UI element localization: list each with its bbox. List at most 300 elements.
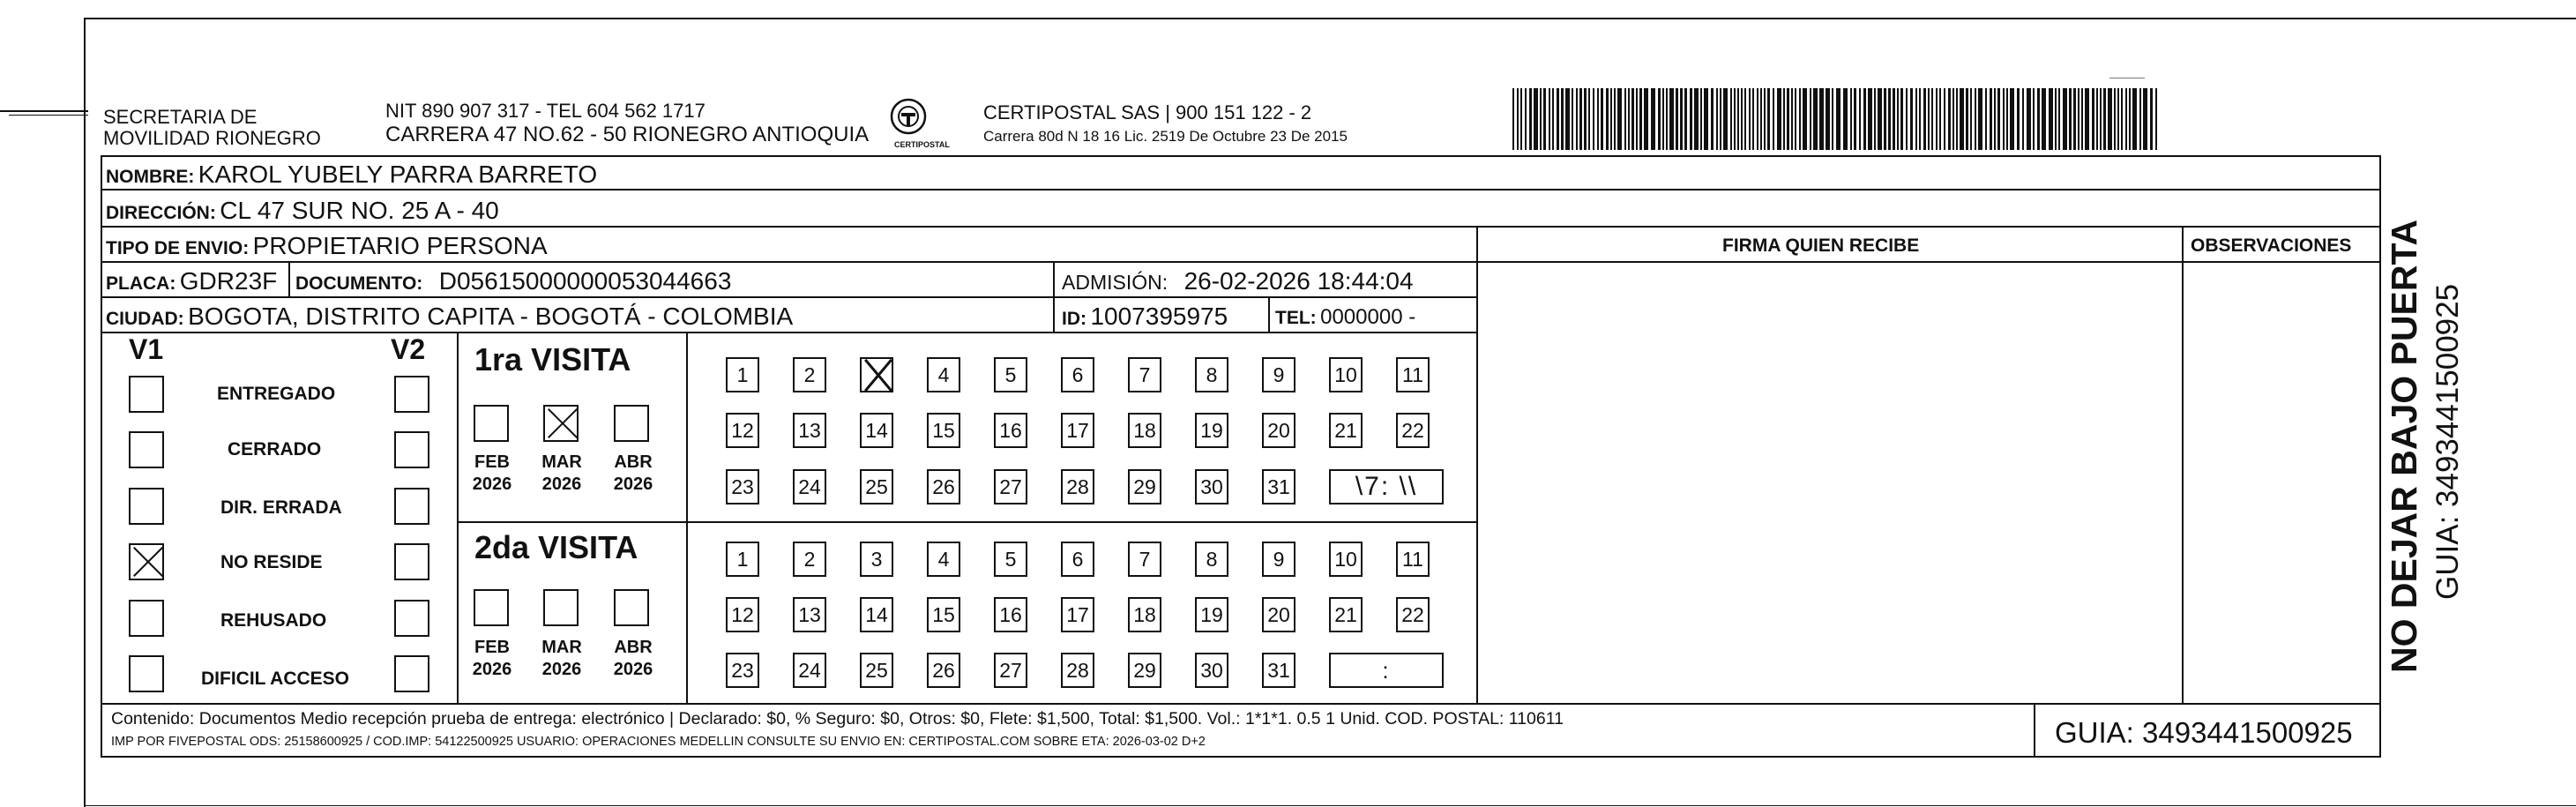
- barcode-bar: [1540, 88, 1542, 150]
- sender-line-1: SECRETARIA DE: [103, 106, 258, 128]
- h-line-3: [101, 261, 2381, 263]
- barcode-bar: [1601, 88, 1603, 150]
- barcode-bar: [1512, 88, 1514, 150]
- barcode-bar: [1994, 88, 1996, 150]
- visit-2-day-19[interactable]: 19: [1195, 597, 1228, 632]
- document-label: DOCUMENTO:: [295, 273, 423, 294]
- status-option-2: DIR. ERRADA: [220, 497, 342, 518]
- h-line-4: [101, 296, 1476, 298]
- barcode-bar: [1749, 88, 1751, 150]
- type-label: TIPO DE ENVIO:: [106, 238, 250, 258]
- visit-2-day-26[interactable]: 26: [927, 653, 960, 688]
- barcode-bar: [1931, 88, 1933, 150]
- visit-2-day-15[interactable]: 15: [927, 597, 960, 632]
- barcode-bar: [1666, 88, 1668, 150]
- barcode-bar: [1669, 88, 1674, 150]
- barcode-bar: [1694, 88, 1699, 150]
- visit-2-day-25[interactable]: 25: [860, 653, 893, 688]
- side-guia: GUIA: 3493441500925: [2430, 283, 2465, 600]
- address-label: DIRECCIÓN:: [106, 203, 216, 223]
- barcode-bar: [1557, 88, 1559, 150]
- barcode-bar: [1783, 88, 1785, 150]
- barcode-bar: [1572, 88, 1573, 150]
- barcode-bar: [1975, 88, 1976, 150]
- status-option-3: NO RESIDE: [220, 552, 323, 572]
- visit-2-month-0[interactable]: [474, 589, 509, 626]
- barcode-bar: [2055, 88, 2057, 150]
- barcode-bar: [1741, 88, 1743, 150]
- visit-1-day-22[interactable]: 22: [1396, 413, 1430, 448]
- barcode-bar: [1990, 88, 1992, 150]
- sender-line-2: MOVILIDAD RIONEGRO: [103, 127, 321, 149]
- barcode-bar: [1639, 88, 1642, 150]
- barcode-bar: [2096, 88, 2098, 150]
- barcode-bar: [1953, 88, 1954, 150]
- barcode-bar: [1684, 88, 1687, 150]
- h-line-1: [101, 189, 2381, 191]
- outer-frame-left: [84, 18, 86, 807]
- visit-1-day-9[interactable]: 9: [1262, 357, 1295, 392]
- barcode-bar: [2042, 88, 2046, 150]
- visit-2-day-28[interactable]: 28: [1061, 653, 1094, 688]
- logo-text: CERTIPOSTAL: [894, 140, 950, 149]
- v2-checkbox-5[interactable]: [394, 655, 429, 692]
- barcode-bar: [1810, 88, 1811, 150]
- v-line-guia: [2034, 703, 2035, 758]
- h-line-footer: [101, 703, 2381, 705]
- barcode-bar: [1960, 88, 1964, 150]
- barcode-bar: [1529, 88, 1532, 150]
- barcode-bar: [1734, 88, 1736, 150]
- barcode-bar: [1919, 88, 1921, 150]
- visit-2-day-22[interactable]: 22: [1396, 597, 1430, 632]
- barcode-bar: [1744, 88, 1746, 150]
- visit-1-month-label-1: MAR 2026: [541, 452, 582, 494]
- name-label: NOMBRE:: [106, 167, 195, 187]
- visit-1-day-26[interactable]: 26: [927, 469, 960, 504]
- visit-2-day-27[interactable]: 27: [994, 653, 1027, 688]
- signature-header: FIRMA QUIEN RECIBE: [1722, 235, 1920, 256]
- barcode-icon: [1512, 88, 2161, 150]
- barcode-bar: [1764, 88, 1766, 150]
- barcode-bar: [2139, 88, 2141, 150]
- visit-2-day-5[interactable]: 5: [994, 542, 1027, 577]
- side-warning: NO DEJAR BAJO PUERTA: [2384, 219, 2424, 673]
- recipient-address: CL 47 SUR NO. 25 A - 40: [220, 197, 499, 224]
- barcode-bar: [1888, 88, 1891, 150]
- id-row: [1062, 304, 1228, 329]
- barcode-bar: [2121, 88, 2123, 150]
- admission-label: ADMISIÓN:: [1062, 271, 1169, 294]
- visit-1-day-7[interactable]: 7: [1128, 357, 1161, 392]
- barcode-bar: [2063, 88, 2067, 150]
- barcode-bar: [1711, 88, 1714, 150]
- barcode-bar: [1576, 88, 1578, 150]
- visit-1-title: 1ra VISITA: [474, 341, 631, 377]
- visit-2-day-2[interactable]: 2: [793, 542, 826, 577]
- cut-mark: [0, 110, 88, 112]
- barcode-bar: [1948, 88, 1951, 150]
- barcode-bar: [2103, 88, 2106, 150]
- barcode-bar: [2100, 88, 2102, 150]
- admission-value: 26-02-2026 18:44:04: [1183, 267, 1414, 295]
- barcode-bar: [1651, 88, 1655, 150]
- v2-checkbox-4[interactable]: [394, 600, 429, 637]
- barcode-bar: [1910, 88, 1913, 150]
- visit-1-day-2[interactable]: 2: [793, 357, 826, 392]
- barcode-bar: [1956, 88, 1958, 150]
- city-value: BOGOTA, DISTRITO CAPITA - BOGOTÁ - COLOMBIA: [188, 303, 794, 330]
- barcode-bar: [2081, 88, 2083, 150]
- visit-1-day-27[interactable]: 27: [994, 469, 1027, 504]
- visit-1-month-1[interactable]: [543, 405, 579, 442]
- barcode-bar: [2010, 88, 2014, 150]
- v2-label: V2: [391, 333, 426, 365]
- shipment-type: PROPIETARIO PERSONA: [252, 232, 548, 259]
- barcode-bar: [2069, 88, 2072, 150]
- address-line: CARRERA 47 NO.62 - 50 RIONEGRO ANTIOQUIA: [385, 123, 870, 146]
- visit-1-day-1[interactable]: 1: [726, 357, 759, 392]
- courier-line-2: Carrera 80d N 18 16 Lic. 2519 De Octubre 23 De 2015: [983, 128, 1348, 145]
- visit-1-month-label-0: FEB 2026: [472, 452, 512, 494]
- h-line-2: [101, 226, 2381, 228]
- visit-1-day-31[interactable]: 31: [1262, 469, 1295, 504]
- visit-1-day-11[interactable]: 11: [1396, 357, 1430, 392]
- barcode-bar: [1826, 88, 1830, 150]
- visit-1-day-29[interactable]: 29: [1128, 469, 1161, 504]
- v1-label: V1: [129, 333, 164, 365]
- visit-1-day-6[interactable]: 6: [1061, 357, 1094, 392]
- barcode-bar: [1767, 88, 1770, 150]
- barcode-bar: [1617, 88, 1622, 150]
- barcode-bar: [1597, 88, 1599, 150]
- v2-checkbox-0[interactable]: [394, 376, 429, 413]
- barcode-bar: [1549, 88, 1550, 150]
- barcode-bar: [1897, 88, 1899, 150]
- barcode-bar: [1900, 88, 1903, 150]
- visit-1-day-14[interactable]: 14: [860, 413, 893, 448]
- barcode-bar: [1878, 88, 1882, 150]
- barcode-bar: [2125, 88, 2127, 150]
- barcode-bar: [1690, 88, 1692, 150]
- visit-2-month-label-1: MAR 2026: [541, 638, 582, 679]
- courier-line-1: CERTIPOSTAL SAS | 900 151 122 - 2: [983, 101, 1312, 123]
- visit-2-month-2[interactable]: [614, 589, 649, 626]
- visit-1-day-21[interactable]: 21: [1329, 413, 1363, 448]
- barcode-bar: [1859, 88, 1861, 150]
- barcode-bar: [2058, 88, 2060, 150]
- barcode-bar: [2073, 88, 2076, 150]
- observations-header: OBSERVACIONES: [2191, 235, 2352, 256]
- barcode-bar: [2129, 88, 2131, 150]
- barcode-bar: [1836, 88, 1841, 150]
- barcode-bar: [1534, 88, 1538, 150]
- visit-2-day-18[interactable]: 18: [1128, 597, 1161, 632]
- visit-1-day-30[interactable]: 30: [1195, 469, 1228, 504]
- barcode-bar: [1543, 88, 1546, 150]
- status-option-4: REHUSADO: [220, 610, 327, 631]
- barcode-bar: [2022, 88, 2024, 150]
- visit-2-day-30[interactable]: 30: [1195, 653, 1228, 688]
- plate-row: [106, 269, 277, 294]
- tel-row: [1275, 307, 1415, 328]
- barcode-bar: [1893, 88, 1895, 150]
- visit-1-day-23[interactable]: 23: [726, 469, 759, 504]
- visit-1-day-10[interactable]: 10: [1329, 357, 1363, 392]
- city-row: [106, 304, 793, 329]
- visit-1-day-20[interactable]: 20: [1262, 413, 1295, 448]
- visit-2-day-9[interactable]: 9: [1262, 542, 1295, 577]
- barcode-bar: [1658, 88, 1661, 150]
- visit-2-day-10[interactable]: 10: [1329, 542, 1363, 577]
- visit-2-day-4[interactable]: 4: [927, 542, 960, 577]
- v-line-months: [686, 332, 688, 703]
- imp-line: IMP POR FIVEPOSTAL ODS: 25158600925 / COD.IMP: 54122500925 USUARIO: OPERACIONES MEDELLIN CONSULTE SU ENVIO EN: CERTIPOSTAL.COM SOBRE ETA: 2026-03-02 D+2: [111, 735, 1206, 749]
- v1-checkbox-4[interactable]: [129, 600, 164, 637]
- document-row: [295, 269, 731, 294]
- barcode-bar: [2017, 88, 2020, 150]
- visit-1-day-13[interactable]: 13: [793, 413, 826, 448]
- v-line-tel: [1268, 296, 1270, 332]
- barcode-bar: [1517, 88, 1519, 150]
- certipostal-logo: [889, 97, 950, 152]
- v1-checkbox-2[interactable]: [129, 488, 164, 525]
- admission-row: [1062, 269, 1414, 294]
- v1-checkbox-5[interactable]: [129, 655, 164, 692]
- visit-2-day-21[interactable]: 21: [1329, 597, 1363, 632]
- v-line-status: [457, 332, 459, 703]
- tel-label: TEL:: [1275, 308, 1317, 328]
- visit-1-day-25[interactable]: 25: [860, 469, 893, 504]
- barcode-bar: [1636, 88, 1638, 150]
- barcode-bar: [1525, 88, 1527, 150]
- tel-value: 0000000 -: [1320, 305, 1416, 329]
- barcode-bar: [1970, 88, 1972, 150]
- visit-2-day-29[interactable]: 29: [1128, 653, 1161, 688]
- visit-1-day-17[interactable]: 17: [1061, 413, 1094, 448]
- outer-frame-top: [84, 18, 2576, 19]
- visit-1-month-label-2: ABR 2026: [613, 452, 653, 494]
- barcode-bar: [1884, 88, 1886, 150]
- barcode-bar: [1588, 88, 1590, 150]
- h-line-mid-visits: [457, 521, 1476, 523]
- grid-right: [2379, 155, 2381, 758]
- barcode-bar: [1757, 88, 1758, 150]
- barcode-bar: [1676, 88, 1678, 150]
- barcode-bar: [2143, 88, 2147, 150]
- barcode-bar: [1777, 88, 1781, 150]
- document-value: D05615000000053044663: [438, 267, 732, 295]
- barcode-bar: [2078, 88, 2079, 150]
- name-row: [106, 162, 597, 187]
- barcode-bar: [1850, 88, 1852, 150]
- barcode-bar: [1614, 88, 1616, 150]
- barcode-bar: [2108, 88, 2112, 150]
- visit-2-day-1[interactable]: 1: [726, 542, 759, 577]
- cut-mark-2: [9, 115, 88, 116]
- visit-1-day-4[interactable]: 4: [927, 357, 960, 392]
- barcode: [1512, 88, 2161, 150]
- barcode-bar: [2027, 88, 2031, 150]
- barcode-bar: [2006, 88, 2008, 150]
- barcode-bar: [1584, 88, 1587, 150]
- footer-guia: GUIA: 3493441500925: [2055, 716, 2353, 749]
- barcode-bar: [2085, 88, 2089, 150]
- barcode-bar: [1791, 88, 1793, 150]
- barcode-bar: [1644, 88, 1648, 150]
- barcode-bar: [1593, 88, 1594, 150]
- v2-checkbox-2[interactable]: [394, 488, 429, 525]
- barcode-bar: [1944, 88, 1945, 150]
- barcode-bar: [2155, 88, 2157, 150]
- barcode-bar: [1997, 88, 2000, 150]
- barcode-bar: [1915, 88, 1917, 150]
- barcode-bar: [1720, 88, 1721, 150]
- v1-checkbox-1[interactable]: [129, 431, 164, 468]
- visit-1-day-19[interactable]: 19: [1195, 413, 1228, 448]
- barcode-bar: [1874, 88, 1876, 150]
- barcode-bar: [2150, 88, 2153, 150]
- barcode-bar: [2092, 88, 2094, 150]
- visit-1-time-box[interactable]: \7: \\: [1329, 469, 1444, 504]
- status-option-0: ENTREGADO: [217, 384, 336, 404]
- address-row: [106, 198, 499, 223]
- barcode-bar: [1773, 88, 1774, 150]
- barcode-bar: [1628, 88, 1630, 150]
- barcode-bar: [1561, 88, 1564, 150]
- barcode-bar: [1552, 88, 1554, 150]
- id-label: ID:: [1062, 309, 1086, 329]
- visit-1-day-16[interactable]: 16: [994, 413, 1027, 448]
- visit-1-day-15[interactable]: 15: [927, 413, 960, 448]
- visit-2-month-label-0: FEB 2026: [472, 638, 512, 679]
- barcode-bar: [1752, 88, 1754, 150]
- visit-2-day-16[interactable]: 16: [994, 597, 1027, 632]
- barcode-bar: [1978, 88, 1982, 150]
- barcode-bar: [1520, 88, 1522, 150]
- visit-2-day-6[interactable]: 6: [1061, 542, 1094, 577]
- visit-2-day-8[interactable]: 8: [1195, 542, 1228, 577]
- barcode-bar: [1868, 88, 1872, 150]
- visit-2-day-13[interactable]: 13: [793, 597, 826, 632]
- status-option-5: DIFICIL ACCESO: [201, 669, 350, 689]
- v2-checkbox-3[interactable]: [394, 543, 429, 580]
- type-row: [106, 234, 548, 258]
- barcode-bar: [1813, 88, 1818, 150]
- barcode-bar: [1928, 88, 1930, 150]
- v-line-doc: [1053, 261, 1055, 332]
- visit-1-day-18[interactable]: 18: [1128, 413, 1161, 448]
- content-line: Contenido: Documentos Medio recepción prueba de entrega: electrónico | Declarado: $0, % Seguro: $0, Otros: $0, Flete: $1,500, Total: $1,500. Vol.: 1*1*1. 0.5 1 Unid. COD. POSTAL: 110611: [111, 709, 1564, 729]
- visit-2-day-14[interactable]: 14: [860, 597, 893, 632]
- barcode-bar: [1737, 88, 1739, 150]
- barcode-bar: [1704, 88, 1708, 150]
- barcode-bar: [1610, 88, 1612, 150]
- visit-1-day-24[interactable]: 24: [793, 469, 826, 504]
- city-label: CIUDAD:: [106, 309, 184, 329]
- grid-top: [101, 155, 2381, 157]
- visit-2-title: 2da VISITA: [474, 529, 638, 565]
- barcode-bar: [2132, 88, 2137, 150]
- barcode-bar: [1832, 88, 1833, 150]
- plate-value: GDR23F: [179, 267, 278, 295]
- barcode-bar: [1936, 88, 1938, 150]
- visit-2-month-label-2: ABR 2026: [613, 638, 653, 679]
- barcode-bar: [2033, 88, 2035, 150]
- barcode-bar: [2117, 88, 2119, 150]
- barcode-bar: [1923, 88, 1926, 150]
- visit-2-day-12[interactable]: 12: [726, 597, 759, 632]
- barcode-bar: [1854, 88, 1856, 150]
- visit-1-day-3[interactable]: [860, 357, 893, 392]
- h-line-5: [101, 332, 1476, 333]
- visit-2-day-31[interactable]: 31: [1262, 653, 1295, 688]
- barcode-bar: [1730, 88, 1732, 150]
- visit-2-day-24[interactable]: 24: [793, 653, 826, 688]
- v2-checkbox-1[interactable]: [394, 431, 429, 468]
- visit-2-day-7[interactable]: 7: [1128, 542, 1161, 577]
- barcode-bar: [1939, 88, 1941, 150]
- nit-line: NIT 890 907 317 - TEL 604 562 1717: [385, 100, 706, 122]
- visit-2-time-box[interactable]: :: [1329, 653, 1444, 688]
- v1-checkbox-0[interactable]: [129, 376, 164, 413]
- barcode-bar: [2114, 88, 2116, 150]
- barcode-bar: [1723, 88, 1728, 150]
- barcode-bar: [2049, 88, 2053, 150]
- visit-1-day-12[interactable]: 12: [726, 413, 759, 448]
- visit-1-month-2[interactable]: [614, 405, 649, 442]
- visit-2-day-11[interactable]: 11: [1396, 542, 1430, 577]
- barcode-bar: [1760, 88, 1762, 150]
- grid-bottom: [101, 756, 2381, 758]
- v-line-signature: [1476, 226, 1478, 705]
- visit-1-day-5[interactable]: 5: [994, 357, 1027, 392]
- v-line-plate: [288, 261, 290, 296]
- recipient-name: KAROL YUBELY PARRA BARRETO: [198, 161, 598, 188]
- id-value: 1007395975: [1090, 303, 1228, 330]
- v1-checkbox-3[interactable]: [129, 543, 164, 580]
- plate-label: PLACA:: [106, 273, 176, 294]
- barcode-bar: [1906, 88, 1908, 150]
- barcode-bar: [1795, 88, 1796, 150]
- visit-1-day-28[interactable]: 28: [1061, 469, 1094, 504]
- barcode-bar: [1863, 88, 1866, 150]
- barcode-bar: [1606, 88, 1609, 150]
- visit-2-day-17[interactable]: 17: [1061, 597, 1094, 632]
- visit-1-day-8[interactable]: 8: [1195, 357, 1228, 392]
- barcode-bar: [1966, 88, 1968, 150]
- barcode-bar: [1565, 88, 1570, 150]
- visit-2-day-3[interactable]: 3: [860, 542, 893, 577]
- barcode-bar: [1819, 88, 1824, 150]
- v-line-observations: [2182, 226, 2184, 705]
- barcode-bar: [1803, 88, 1807, 150]
- barcode-bar: [1579, 88, 1582, 150]
- barcode-bar: [1843, 88, 1848, 150]
- barcode-bar: [2037, 88, 2040, 150]
- visit-2-day-20[interactable]: 20: [1262, 597, 1295, 632]
- grid-left: [101, 155, 102, 758]
- visit-1-month-0[interactable]: [474, 405, 509, 442]
- barcode-bar: [1631, 88, 1634, 150]
- barcode-bar: [1716, 88, 1718, 150]
- visit-2-month-1[interactable]: [543, 589, 579, 626]
- barcode-bar: [1624, 88, 1626, 150]
- barcode-bar: [1799, 88, 1801, 150]
- visit-2-day-23[interactable]: 23: [726, 653, 759, 688]
- barcode-bar: [1700, 88, 1702, 150]
- status-option-1: CERRADO: [228, 439, 322, 460]
